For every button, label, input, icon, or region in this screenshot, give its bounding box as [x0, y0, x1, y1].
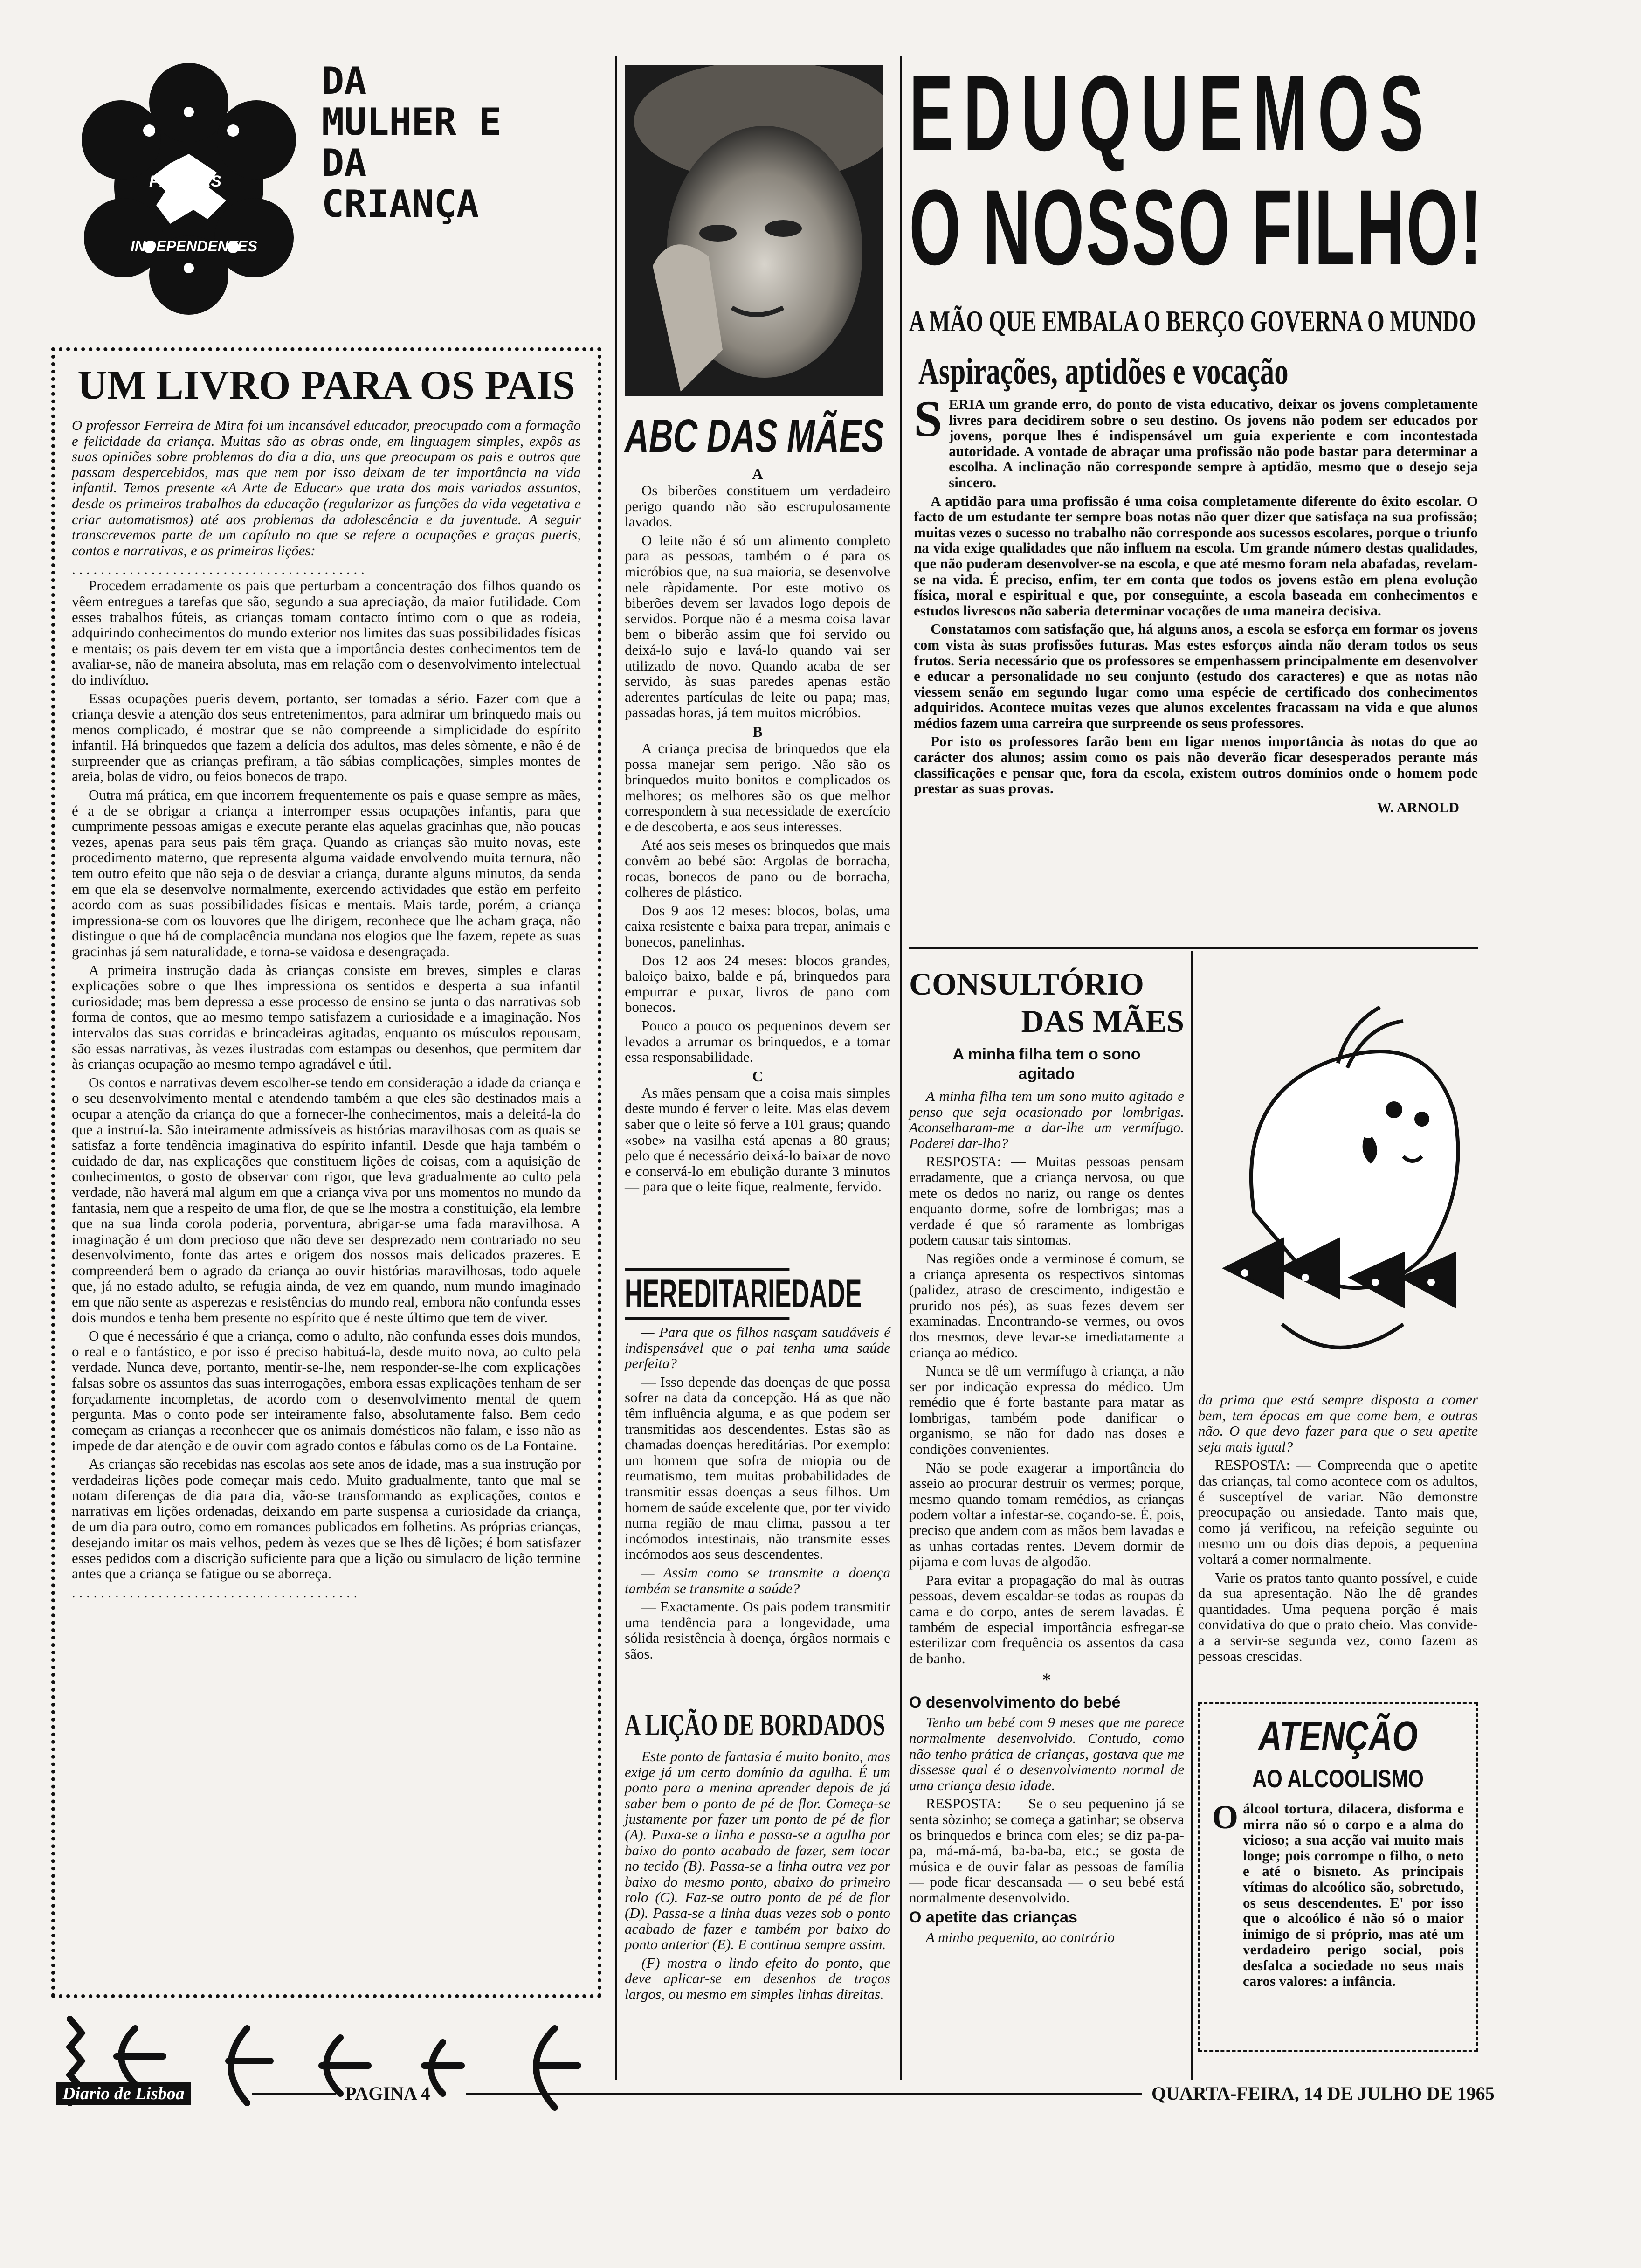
aspiracoes-paragraph-1: ERIA um grande erro, do ponto de vista educativo, deixar os jovens completamente livres para decidirem sobre o seu destino. Os jovens não podem ser educados por jovens, porque lhes é indispensável um guia experiente e com incontestada autoridade. A vontade de abraçar uma profissão não pode bastar para determinar a escolha. A inclinação não corresponde sempre à aptidão, mesmo que o desejo seja sincero.: [949, 396, 1478, 491]
consultorio-paragraph-4: Não se pode exagerar a importância do asseio ao procurar destruir os vermes; porque, mesmo quando tomam remédios, as crianças podem voltar a infestar-se, coçando-se. É, pois, preciso que andem com as mãos bem lavadas e as unhas cortadas rentes. Devem dormir de pijama e com luvas de algodão.: [909, 1459, 1184, 1570]
hered-question-2: — Assim como se transmite a doença também se transmite a saúde?: [625, 1564, 890, 1597]
livro-box: [51, 347, 601, 1998]
consultorio-title-2: DAS MÃES: [1021, 1003, 1184, 1039]
abc-b-paragraph-5: Pouco a pouco os pequeninos devem ser levados a arrumar os brinquedos, e a tomar essa responsabilidade.: [625, 1017, 890, 1065]
hered-title: HEREDITARIEDADE: [625, 1268, 789, 1320]
badge-paginas: PÁGINAS: [149, 173, 221, 190]
consultorio-paragraph-2: Nas regiões onde a verminose é comum, se a criança apresenta os respectivos sintomas (palidez, atraso de crescimento, indigestão e prurido nos pés), as suas fezes devem ser examinadas. Encontrando-se vermes, ou ovos dos mesmos, deve levar-se imediatamente a criança ao médico.: [909, 1250, 1184, 1361]
apetite-continuation: [1198, 1392, 1478, 1666]
hered-answer-2: — Exactamente. Os pais podem transmitir uma tendência para a longevidade, uma sólida resistência à doença, órgãos normais e sãos.: [625, 1598, 890, 1662]
rule-under-author: [909, 947, 1478, 949]
footer-rule-mid: [466, 2093, 1142, 2095]
livro-intro: O professor Ferreira de Mira foi um incansável educador, preocupado com a formação e felicidade da criança. Muitas são as obras onde, em linguagem simples, expôs as suas opiniões sobre problemas do dia a dia, uns que preocupam os pais e outros que passam despercebidos, mas que nem por isso deixam de ter importância na vida infantil. Temos presente «A Arte de Educar» que trata dos mais variados assuntos, desde os primeiros trabalhos da educação (regularizar as funções da vida vegetativa e criar automatismos) até aos problemas da adolescência e da juventude. A seguir transcrevemos parte de um capítulo no que se refere a ocupações e graças pueris, contos e narrativas, e as primeiras lições:: [72, 417, 581, 559]
section-title-line-2: MULHER E: [322, 100, 502, 144]
livro-paragraph-3: Outra má prática, em que incorrem frequentemente os pais e quase sempre as mães, é a de se obrigar a criança a interromper essas ocupações infantis, para que cumprimente pessoas amigas e execute perante elas aquelas gracinhas que, não poucas vezes, apenas para seus pais têm graça. Quando as crianças são muito novas, este procedimento materno, que representa alguma vaidade envolvendo muita ternura, não tem outro efeito que não seja o de desviar a criança, durante alguns minutos, da senda em que ela se desenvolve normalmente, exercendo actividades que estão em perfeito acordo com as suas possibilidades físicas e mentais. Mais tarde, porém, a criança impressiona-se com os louvores que lhe dirigem, reconhece que lhe acham graça, não distingue o que há de complacência mundana nos elogios que lhe fazem, repete as suas gracinhas já sem naturalidade, e torna-se vaidosa e desengraçada.: [72, 787, 581, 960]
aspiracoes-article: [914, 390, 1478, 816]
consultorio-paragraph-1: RESPOSTA: — Muitas pessoas pensam erradamente, que a criança nervosa, ou que mete os dedos no nariz, ou range os dentes enquanto dorme, sofre de lombrigas; mas a verdade é que só raramente as lombrigas podem causar tais sintomas.: [909, 1153, 1184, 1248]
footer-brand: Diario de Lisboa: [56, 2082, 191, 2105]
abc-article: [625, 410, 890, 1197]
abc-letter-a: A: [752, 465, 763, 482]
consultorio-subtitle: A minha filha tem o sono agitado: [952, 1045, 1141, 1083]
consultorio-paragraph-3: Nunca se dê um vermífugo à criança, a não ser por indicação expressa do médico. Um remédio que é forte bastante para matar as lombrigas, também pode danificar o organismo, se não for dado nas doses e condições convenientes.: [909, 1362, 1184, 1458]
atencao-title-1: ATENÇÃO: [1258, 1713, 1418, 1760]
licao-article: [625, 1707, 890, 2005]
abc-letter-b: B: [752, 723, 763, 740]
hered-article: [625, 1268, 890, 1664]
section-title: [322, 61, 583, 225]
livro-paragraph-5: Os contos e narrativas devem escolher-se tendo em consideração a idade da criança e o seu desenvolvimento mental e atendendo também a que eles são destinados mais a ocupar a atenção da criança do que a fornecer-lhe conhecimentos, mais a deleitá-la do que a instruí-la. São inteiramente admissíveis as histórias maravilhosas com as quais se satisfaz a forte tendência imaginativa do espírito infantil. Desde que haja também o cuidado de dar, nas explicações que constituem lições de coisas, com a aquisição de conhecimentos, o gosto de observar com rigor, que leva gradualmente ao culto pela verdade, não haverá mal algum em que a criança viva por uns momentos no mundo da fantasia, nem que a respeito de uma flor, de que se lhe mostra a constituição, ela lembre que na sua linda corola poderia, porventura, abrigar-se uma fada maravilhosa. A imaginação é um dom precioso que não deve ser desprezado nem contrariado no seu desenvolvimento, fonte das artes e origem dos nossos mais delicados prazeres. E compreenderá bem o agrado da criança ao ouvir histórias maravilhosas, todo aquele que, já no estado adulto, se refugia ainda, de vez em quando, num mundo imaginado em que não sente as asperezas e resistências do mundo real, embora não confunda esses dois mundos e tenha bem presente no espírito que é neste último que tem de viver.: [72, 1074, 581, 1326]
atencao-dropcap: O: [1212, 1798, 1239, 1836]
consultorio-question: A minha filha tem um sono muito agitado e penso que seja ocasionado por lombrigas. Aconselharam-me a dar-lhe um vermífugo. Poderei dar-lho?: [909, 1088, 1184, 1151]
apetite-title: O apetite das crianças: [909, 1908, 1077, 1926]
footer-date: QUARTA-FEIRA, 14 DE JULHO DE 1965: [1151, 2083, 1495, 2104]
section-title-line-4: CRIANÇA: [322, 182, 479, 226]
dev-title: O desenvolvimento do bebé: [909, 1694, 1121, 1712]
column-rule-3: [1191, 951, 1193, 2080]
abc-title: ABC DAS MÃES: [625, 410, 884, 462]
atencao-box: [1198, 1702, 1478, 2052]
girl-illustration: [1198, 970, 1478, 1390]
aspiracoes-dropcap: S: [914, 390, 943, 447]
abc-b-paragraph-4: Dos 12 aos 24 meses: blocos grandes, baloiço baixo, balde e pá, brinquedos para empurrar e puxar, livros de pano com bonecos.: [625, 952, 890, 1016]
apetite-answer-1: RESPOSTA: — Compreenda que o apetite das crianças, tal como acontece com os adultos, é susceptível de variar. Não demonstre preocupação ou ansiedade. Tanto mais que, como já verificou, na refeição seguinte ou mesmo um ou dois dias depois, a pequenina voltará a comer normalmente.: [1198, 1457, 1478, 1567]
column-rule-1: [615, 56, 617, 2080]
abc-a-paragraph-1: Os biberões constituem um verdadeiro perigo quando não são escrupulosamente lavados.: [625, 482, 890, 530]
livro-paragraph-1: Procedem erradamente os pais que perturbam a concentração dos filhos quando os vêem entregues a tarefas que são, segundo a sua apreciação, da maior futilidade. Com esses trabalhos fúteis, as crianças tomam contacto íntimo com o que as rodeia, adquirindo conhecimentos do mundo exterior nos limites das suas possibilidades físicas e mentais; os pais devem ter em vista que a importância destes conhecimentos tem de avaliar-se, não de maneira absoluta, mas em relação com o desenvolvimento intelectual do indivíduo.: [72, 577, 581, 688]
aspiracoes-paragraph-4: Por isto os professores farão bem em ligar menos importância às notas do que ao carácter dos alunos; assim como os pais não deverão ficar desesperados perante más classificações e pensar que, fora da escola, existem outros domínios onde o homem pode prestar as suas provas.: [914, 733, 1478, 797]
consultorio-paragraph-5: Para evitar a propagação do mal às outras pessoas, devem escaldar-se todas as roupas da cama e do corpo, antes de serem lavadas. É também de especial importância esfregar-se esterilizar com frequência os assentos da casa de banho.: [909, 1571, 1184, 1666]
dev-question: Tenho um bebé com 9 meses que me parece normalmente desenvolvido. Contudo, como não tenho prática de crianças, gostava que me dissesse qual é o desenvolvimento normal de uma criança desta idade.: [909, 1714, 1184, 1793]
atencao-text: álcool tortura, dilacera, disforma e mirra não só o corpo e a alma do vicioso; a sua acção vai muito mais longe; pois corrompe o filho, o neto e até o bisneto. As principais vítimas do alcoólico são, sobretudo, os seus descendentes. E' por isso que o alcoólico é não só o maior inimigo de si próprio, mas até um verdadeiro perigo social, pois desfalca a sociedade no seus mais caros valores: a infância.: [1243, 1800, 1464, 1989]
section-title-line-1: DA: [322, 59, 367, 103]
badge-independentes: INDEPENDENTES: [131, 238, 258, 255]
section-title-line-3: DA: [322, 141, 367, 185]
apetite-start: A minha pequenita, ao contrário: [926, 1929, 1115, 1945]
licao-paragraph-1: Este ponto de fantasia é muito bonito, mas exige já um certo domínio da agulha. É um ponto para a menina aprender depois de já saber bem o ponto de pé de flor. Começa-se justamente por fazer um ponto de pé de flor (A). Puxa-se a linha e passa-se a agulha por baixo do ponto acabado de fazer, sem tocar no tecido (B). Passa-se a linha outra vez por baixo do mesmo ponto, abaixo do primeiro rolo (C). Faz-se outro ponto de pé de flor (D). Passa-se a linha duas vezes sob o ponto acabado de fazer e também por baixo do ponto anterior (E). E continua sempre assim.: [625, 1748, 890, 1953]
consultorio-article: [909, 965, 1184, 1948]
footer: [56, 2080, 1495, 2108]
footer-rule-left: [252, 2093, 336, 2095]
boy-photo-image: [625, 65, 883, 396]
abc-b-paragraph-2: Até aos seis meses os brinquedos que mais convêm ao bebé são: Argolas de borracha, rocas, bonecos de pano ou de borracha, colheres de plástico.: [625, 837, 890, 900]
boy-photo: [625, 65, 883, 396]
hered-answer-1: — Isso depende das doenças de que possa sofrer na data da concepção. Há as que não têm influência alguma, e as que podem ser transmitidas aos descendentes. Estas são as chamadas doenças hereditárias. Por exemplo: um homem que sofra de miopia ou de reumatismo, tem muitas probabilidades de transmitir essas doenças a seus filhos. Um homem de saúde excelente que, por ter vivido numa região de mau clima, passou a ter incómodos intestinais, não transmite esses incómodos aos seus descendentes.: [625, 1373, 890, 1563]
asterisk: *: [1042, 1669, 1051, 1691]
abc-a-paragraph-2: O leite não é só um alimento completo para as pessoas, também o é para os micróbios que, na sua maioria, se desenvolve nele ràpidamente. Por este motivo os biberões devem ser lavados logo depois de servidos. Porque não é a mesma coisa lavar bem o biberão assim que foi servido ou deixá-lo sujo e lavá-lo quando vai ser utilizado de novo. Quando acaba de ser servido, às suas paredes apenas estão aderentes partículas de leite ou papa; mas, passadas horas, já tem muitos micróbios.: [625, 532, 890, 721]
column-rule-2: [900, 56, 902, 2080]
headline-line-1: EDUQUEMOS: [909, 53, 1434, 173]
headline-line-2: O NOSSO FILHO!: [909, 167, 1484, 287]
atencao-title-2: AO ALCOOLISMO: [1252, 1765, 1424, 1793]
section-masthead: [61, 51, 578, 331]
main-subhead: A MÃO QUE EMBALA O BERÇO GOVERNA O MUNDO: [909, 304, 1476, 338]
hered-question-1: — Para que os filhos nasçam saudáveis é indispensável que o pai tenha uma saúde perfeita?: [625, 1324, 890, 1372]
apetite-continued-question: da prima que está sempre disposta a comer bem, tem épocas em que come bem, e outras não. O que devo fazer para que o seu apetite seja mais igual?: [1198, 1391, 1478, 1455]
licao-paragraph-2: (F) mostra o lindo efeito do ponto, que deve aplicar-se em desenhos de traços largos, ou mesmo em simples linhas direitas.: [625, 1954, 890, 2002]
aspiracoes-paragraph-3: Constatamos com satisfação que, há alguns anos, a escola se esforça em formar os jovens com vista às suas profissões futuras. Mas estes esforços ainda não deram todos os seus frutos. Seria necessário que os professores se empenhassem principalmente em desenvolver e educar a personalidade no seu conjunto (estudo dos caracteres) e que as notas não viessem senão em segundo lugar como uma espécie de certificado dos conhecimentos adquiridos. Acontece muitas vezes que alunos excelentes fracassam na vida e que alunos médios fazem uma carreira que surpreende os seus professores.: [914, 621, 1478, 731]
aspiracoes-author: W. ARNOLD: [1377, 799, 1459, 816]
livro-paragraph-6: O que é necessário é que a criança, como o adulto, não confunda esses dois mundos, o real e o fantástico, e por isso é preciso habituá-la, desde muito nova, ao culto pela verdade. Nunca deve, portanto, mentir-se-lhe, nem responder-se-lhe com explicações falsas sobre os assuntos das suas interrogações, embora essas explicações tenham de ser forçadamente incompletas, de acordo com o desenvolvimento mental de quem pergunta. Mas o conto pode ser inteiramente falso, absolutamente falso. Bem cedo começam as crianças a reconhecer que os animais domésticos não falam, e isso não as impede de dar atenção e de ouvir com agrado contos e fábulas como os de La Fontaine.: [72, 1328, 581, 1454]
aspiracoes-title: Aspirações, aptidões e vocação: [918, 351, 1289, 392]
aspiracoes-paragraph-2: A aptidão para uma profissão é uma coisa completamente diferente do êxito escolar. O facto de um estudante ter sempre boas notas não quer dizer que satisfaça na sua profissão; muitas vezes o sucesso no trabalho não corresponde aos sucessos escolares, porque o triunfo na vida exige qualidades que não influem na escola. Um grande número destas qualidades, que não puderam desenvolver-se na escola, e que até mesmo foram nela abafadas, revelam-se na vida. É preciso, enfim, ter em conta que todos os jovens estão em plena evolução física, moral e espiritual e que, por conseguinte, a escola baseada em conhecimentos e estudos livrescos não saberia determinar vocações de uma maneira decisiva.: [914, 492, 1478, 619]
stitch-b-icon: [117, 2028, 163, 2084]
abc-letter-c: C: [752, 1067, 763, 1085]
consultorio-title-1: CONSULTÓRIO: [909, 966, 1144, 1002]
abc-b-paragraph-3: Dos 9 aos 12 meses: blocos, bolas, uma caixa resistente e baixa para trepar, animais e bonecos, panelinhas.: [625, 902, 890, 950]
livro-end-dots: . . . . . . . . . . . . . . . . . . . . . . . . . . . . . . . . . . . . . . . .: [72, 1584, 358, 1601]
footer-page: PAGINA 4: [345, 2083, 430, 2104]
livro-dots: . . . . . . . . . . . . . . . . . . . . . . . . . . . . . . . . . . . . . . . . .: [72, 561, 365, 578]
licao-title: A LIÇÃO DE BORDADOS: [625, 1708, 885, 1742]
apetite-answer-2: Varie os pratos tanto quanto possível, e cuide da sua apresentação. Não lhe dê grandes quantidades. Uma pequena porção é mais convidativa do que o prato cheio. Mas convide-a a servir-se segunda vez, como fazem as pessoas crescidas.: [1198, 1569, 1478, 1664]
main-headline: [909, 53, 1484, 287]
livro-title: UM LIVRO PARA OS PAIS: [77, 363, 575, 408]
livro-paragraph-4: A primeira instrução dada às crianças consiste em breves, simples e claras explicações sobre o que lhes impressiona os sentidos e desperta a sua infantil curiosidade; mas bem depressa a esse processo de ensino se junta o das narrativas sob forma de contos, que ao mesmo tempo satisfazem a curiosidade e a imaginação. Nos intervalos das suas corridas e brincadeiras agitadas, enquanto os músculos repousam, são essas narrativas, às vezes ilustradas com estampas ou desenhos, que permitem dar às crianças ocupação ao mesmo tempo agradável e útil.: [72, 961, 581, 1072]
livro-paragraph-7: As crianças são recebidas nas escolas aos sete anos de idade, mas a sua instrução por verdadeiras lições pode começar mais cedo. Muito gradualmente, tanto que mal se notam diferenças de dia para dia, vão-se transformando as explicações, contos e narrativas em lições ordenadas, deixando em parte suspensa a curiosidade da criança, de um dia para outro, como em romances publicados em folhetins. As próprias crianças, desejando imitar os mais velhos, pedem às vezes que se lhes dê lições; é bom satisfazer esses pedidos com a discrição suficiente para que a lição ou simulacro de lição termine antes que a criança se fatigue ou se aborreça.: [72, 1456, 581, 1582]
abc-b-paragraph-1: A criança precisa de brinquedos que ela possa manejar sem perigo. Não são os brinquedos muito bonitos e complicados os melhores; os melhores são os que melhor correspondem à sua necessidade de exercício e de descoberta, e aos seus interesses.: [625, 740, 890, 835]
flower-badge-icon: [79, 61, 298, 322]
abc-c-paragraph-1: As mães pensam que a coisa mais simples deste mundo é ferver o leite. Mas elas devem saber que o leite só ferve a 101 graus; quando «sobe» na vasilha está apenas a 80 graus; pelo que é necessário deixá-lo baixar de novo e conservá-lo em ebulição durante 3 minutos — para que o leite fique, realmente, fervido.: [625, 1084, 890, 1195]
dev-answer: RESPOSTA: — Se o seu pequenino já se senta sòzinho; se começa a gatinhar; se observa os brinquedos e brinca com eles; se diz pa-pa-pa, má-má-má, ba-ba-ba, etc.; se gosta de música e de ouvir falar as pessoas de família — pode ficar descansada — o seu bebé está normalmente desenvolvido.: [909, 1795, 1184, 1906]
livro-paragraph-2: Essas ocupações pueris devem, portanto, ser tomadas a sério. Fazer com que a criança desvie a atenção dos seus entretenimentos, para admirar um brinquedo mais ou menos complicado, é mostrar que se não compreende a simplicidade do espírito infantil. Há brinquedos que fazem a delícia dos adultos, mas deles sòmente, e não é de surpreender que as crianças prefiram, a tão sábias complicações, simples montes de areia, bolas de vidro, ou feios bonecos de trapo.: [72, 690, 581, 785]
